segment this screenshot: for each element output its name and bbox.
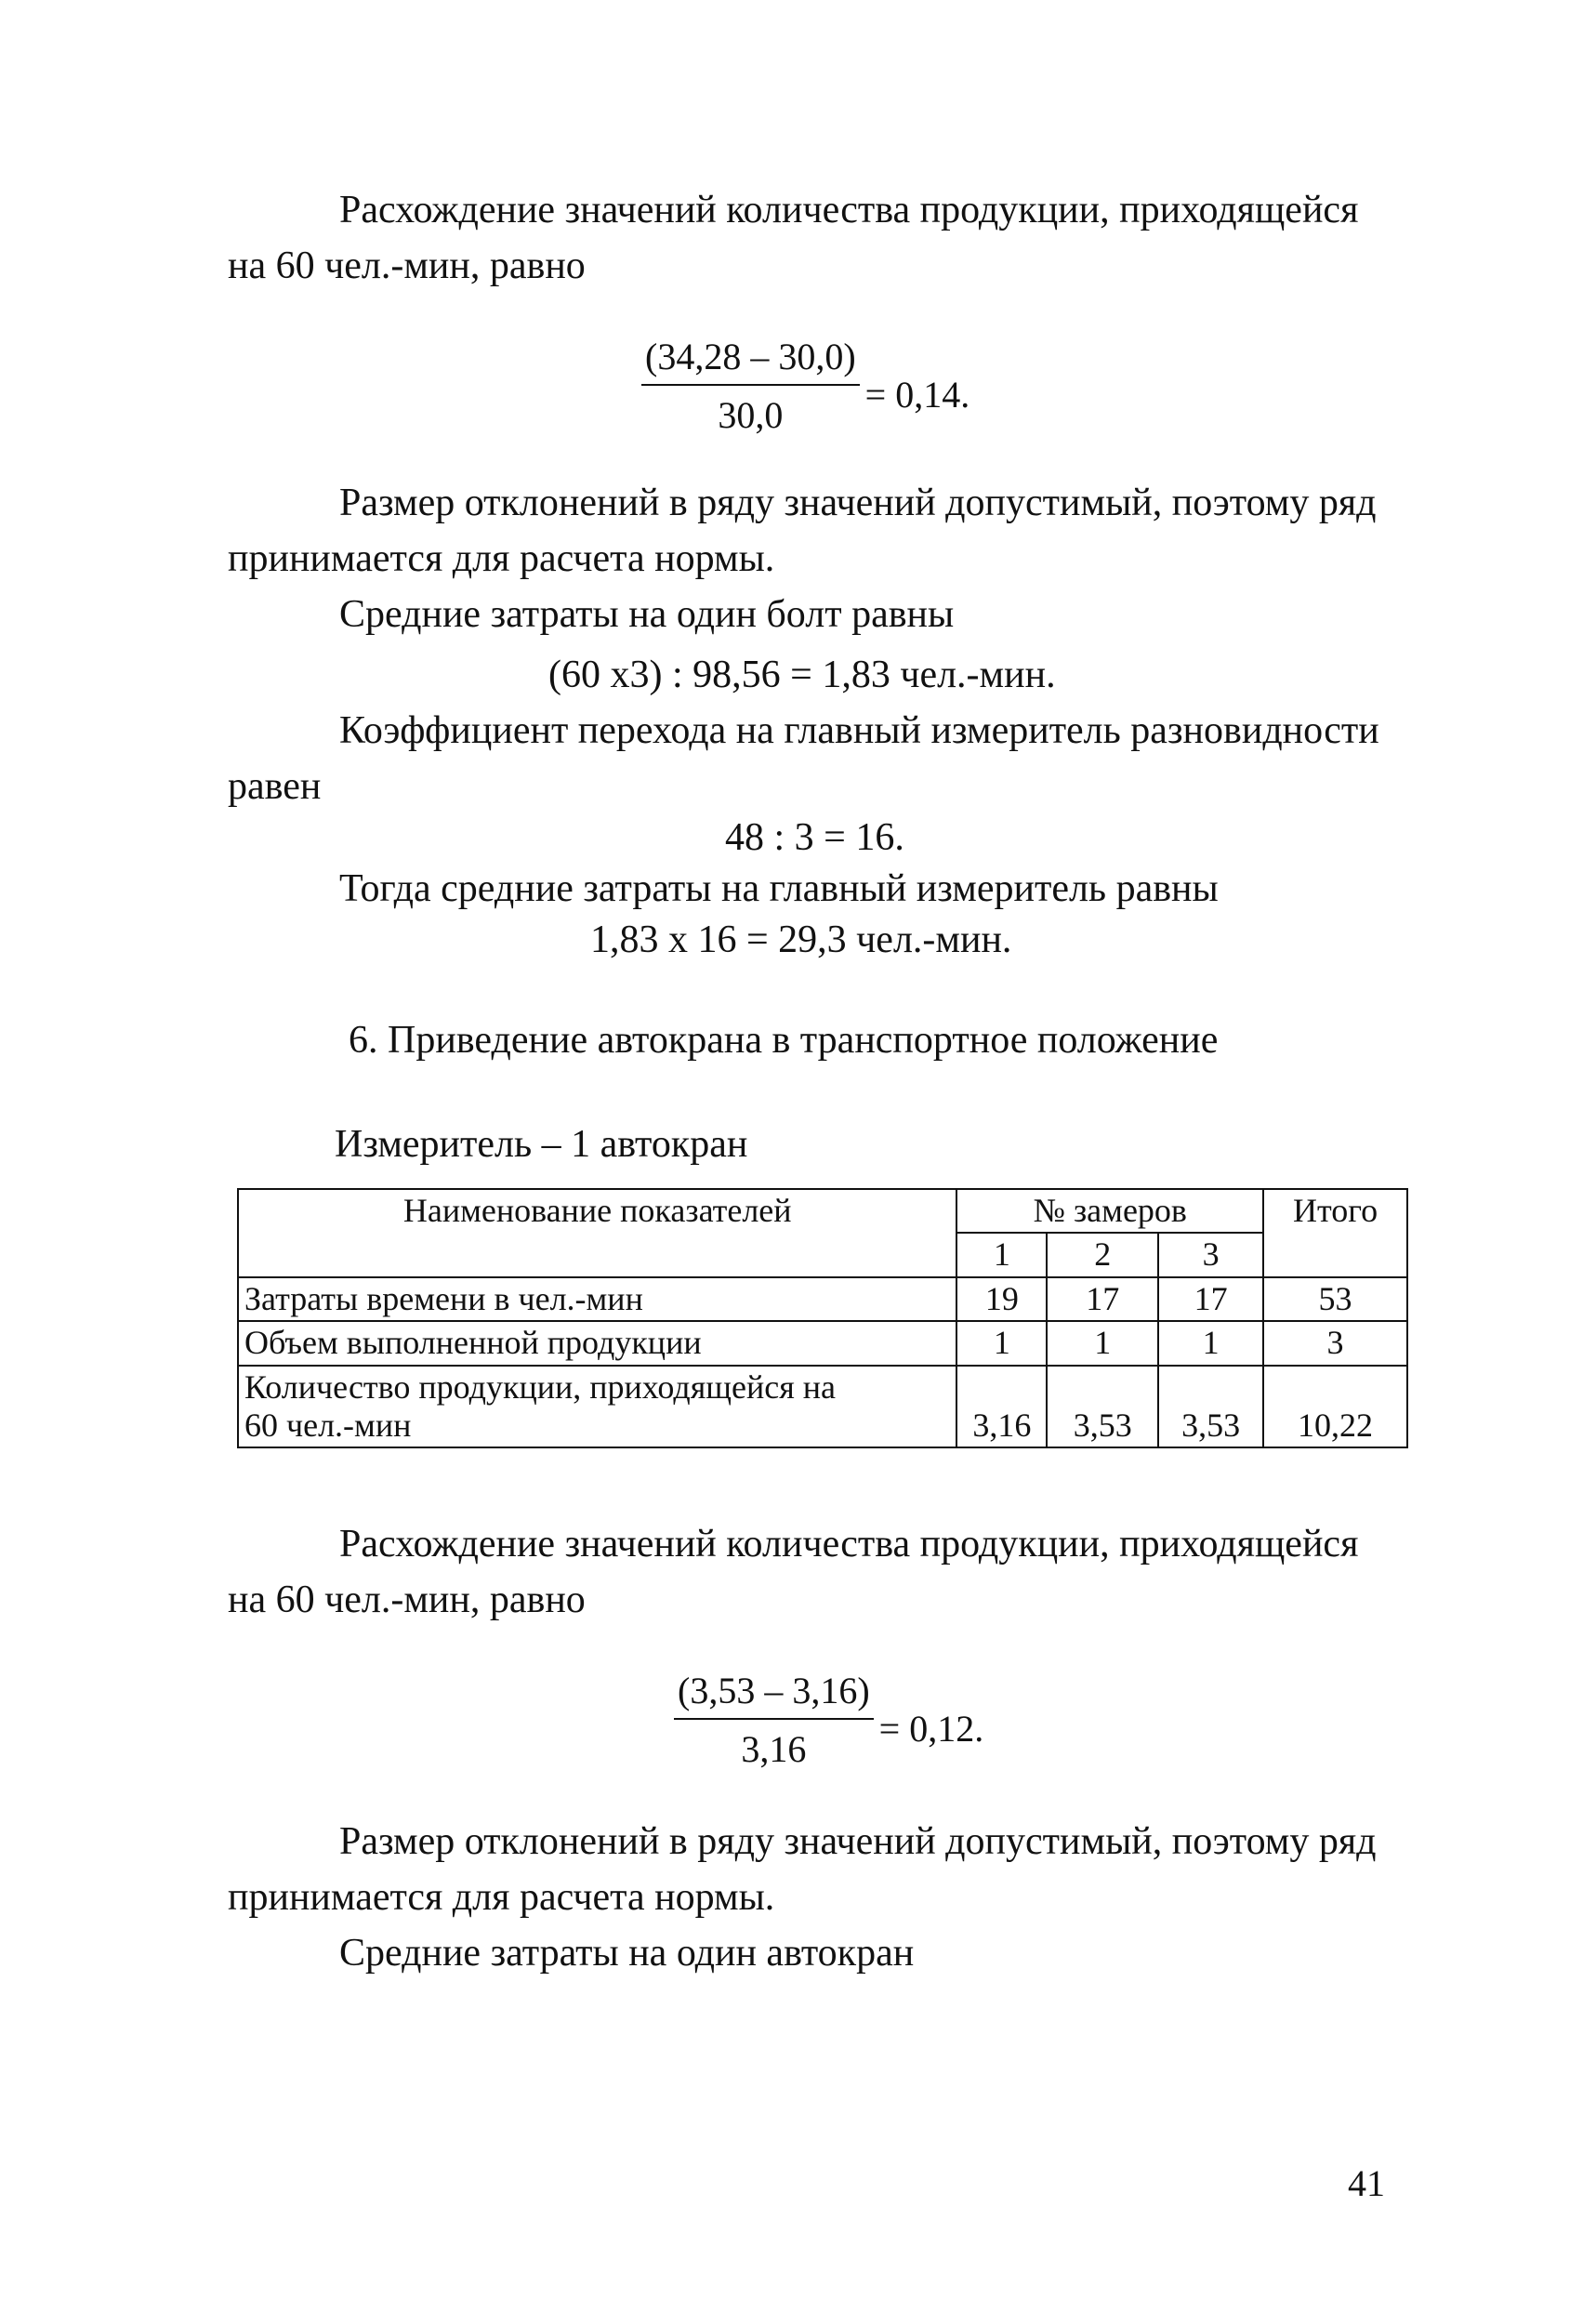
table-row xyxy=(238,1366,1407,1448)
row-total: 53 xyxy=(1263,1277,1407,1321)
paragraph-6-line-2: на 60 чел.-мин, равно xyxy=(228,1579,586,1621)
measurement-number-2: 2 xyxy=(1047,1233,1158,1276)
formula-1-result: = 0,14. xyxy=(864,373,970,416)
equation-3: 1,83 x 16 = 29,3 чел.-мин. xyxy=(590,918,1012,961)
page-number: 41 xyxy=(1348,2162,1385,2204)
table-row xyxy=(238,1277,1407,1321)
paragraph-1-line-2: на 60 чел.-мин, равно xyxy=(228,244,586,287)
measure-unit: Измеритель – 1 автокран xyxy=(335,1123,748,1166)
row-value: 1 xyxy=(1158,1321,1263,1365)
row-label-line-2: 60 чел.-мин xyxy=(244,1406,412,1444)
paragraph-1-line-1: Расхождение значений количества продукции, приходящейся xyxy=(339,189,1359,231)
paragraph-2-line-2: принимается для расчета нормы. xyxy=(228,537,775,580)
header-total: Итого xyxy=(1263,1189,1407,1277)
row-value: 1 xyxy=(1047,1321,1158,1365)
paragraph-4-line-2: равен xyxy=(228,765,322,808)
row-total: 3 xyxy=(1263,1321,1407,1365)
row-value: 3,16 xyxy=(956,1366,1047,1448)
formula-1 xyxy=(641,335,969,437)
row-value: 3,53 xyxy=(1158,1366,1263,1448)
equation-2: 48 : 3 = 16. xyxy=(725,816,904,859)
paragraph-8: Средние затраты на один автокран xyxy=(339,1932,915,1975)
header-indicator-name: Наименование показателей xyxy=(238,1189,956,1277)
formula-2-numerator: (3,53 – 3,16) xyxy=(674,1669,874,1720)
paragraph-6-line-1: Расхождение значений количества продукции, приходящейся xyxy=(339,1523,1359,1566)
measurement-number-1: 1 xyxy=(956,1233,1047,1276)
row-value: 17 xyxy=(1158,1277,1263,1321)
formula-2-result: = 0,12. xyxy=(878,1707,984,1750)
measurement-number-3: 3 xyxy=(1158,1233,1263,1276)
formula-2-denominator: 3,16 xyxy=(741,1728,807,1770)
row-total: 10,22 xyxy=(1263,1366,1407,1448)
paragraph-2-line-1: Размер отклонений в ряду значений допустимый, поэтому ряд xyxy=(339,482,1377,524)
paragraph-7-line-2: принимается для расчета нормы. xyxy=(228,1876,775,1919)
measurements-table xyxy=(237,1188,1408,1448)
row-label xyxy=(238,1366,956,1448)
paragraph-4-line-1: Коэффициент перехода на главный измеритель разновидности xyxy=(339,709,1379,752)
table-row xyxy=(238,1321,1407,1365)
row-value: 1 xyxy=(956,1321,1047,1365)
header-measurement-number: № замеров xyxy=(956,1189,1263,1233)
row-value: 19 xyxy=(956,1277,1047,1321)
row-label: Затраты времени в чел.-мин xyxy=(238,1277,956,1321)
formula-2 xyxy=(674,1669,983,1771)
table-header-row xyxy=(238,1189,1407,1233)
formula-1-denominator: 30,0 xyxy=(718,394,784,436)
equation-1: (60 x3) : 98,56 = 1,83 чел.-мин. xyxy=(548,654,1056,696)
paragraph-5: Тогда средние затраты на главный измеритель равны xyxy=(339,867,1219,910)
row-value: 3,53 xyxy=(1047,1366,1158,1448)
row-label: Объем выполненной продукции xyxy=(238,1321,956,1365)
formula-1-numerator: (34,28 – 30,0) xyxy=(641,335,860,386)
section-title: 6. Приведение автокрана в транспортное положение xyxy=(349,1019,1219,1062)
row-value: 17 xyxy=(1047,1277,1158,1321)
row-label-line-1: Количество продукции, приходящейся на xyxy=(244,1367,836,1406)
paragraph-7-line-1: Размер отклонений в ряду значений допустимый, поэтому ряд xyxy=(339,1820,1377,1863)
paragraph-3: Средние затраты на один болт равны xyxy=(339,593,955,636)
